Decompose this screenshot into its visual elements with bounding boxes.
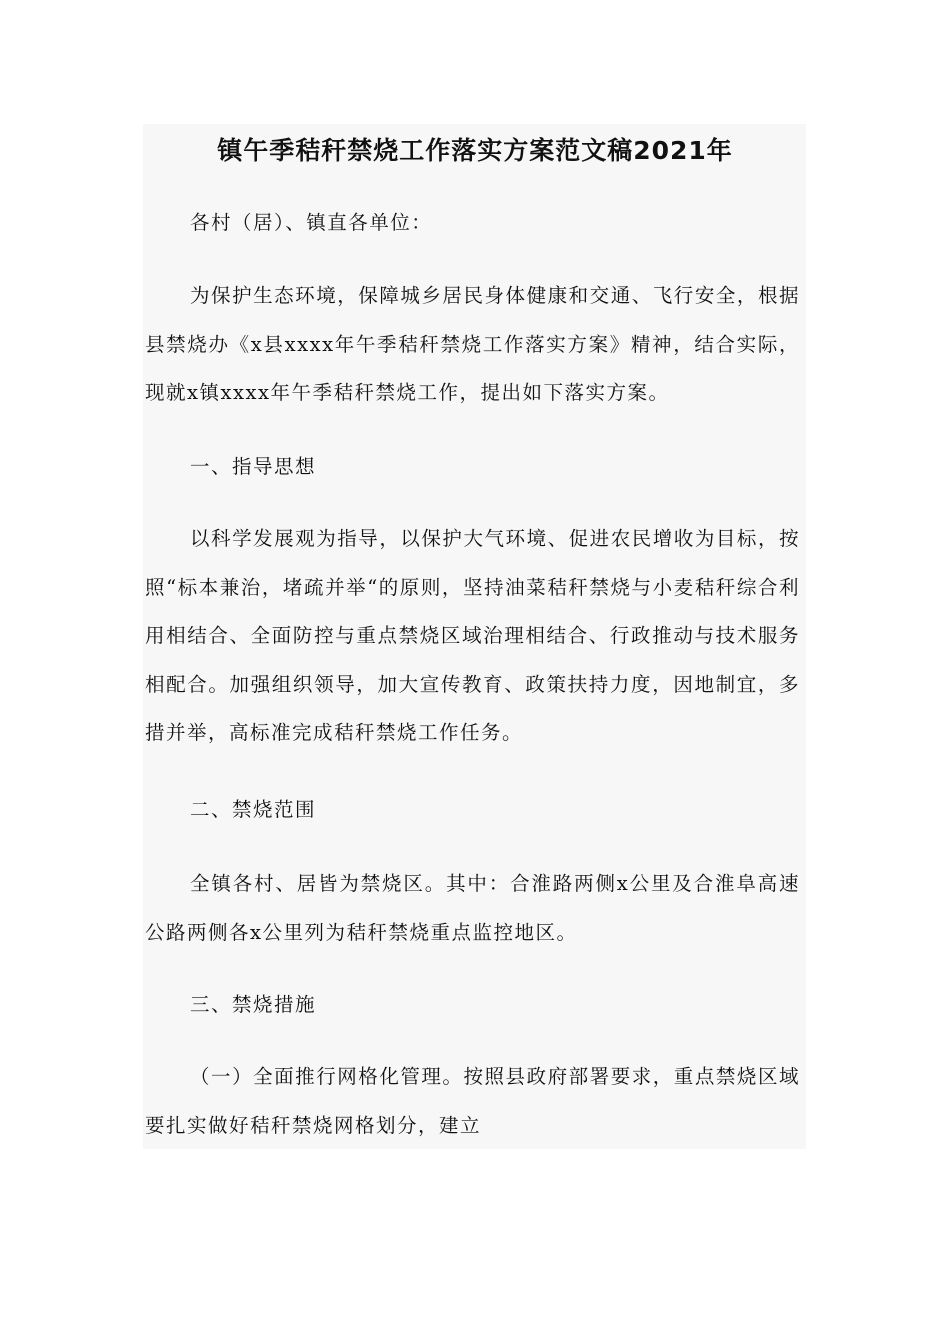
section-body-measures: （一）全面推行网格化管理。按照县政府部署要求，重点禁烧区域要扎实做好秸秆禁烧网格划分，建立	[145, 1065, 800, 1137]
document-title: 镇午季秸秆禁烧工作落实方案范文稿2021年	[217, 136, 733, 165]
salutation: 各村（居）、镇直各单位：	[190, 211, 433, 234]
section-heading-scope: 二、禁烧范围	[190, 798, 317, 821]
section-heading-measures: 三、禁烧措施	[190, 993, 317, 1016]
section-heading-guiding-ideology: 一、指导思想	[190, 455, 317, 478]
section-body-guiding-ideology: 以科学发展观为指导，以保护大气环境、促进农民增收为目标，按照“标本兼治，堵疏并举“的原则，坚持油菜秸秆禁烧与小麦秸秆综合利用相结合、全面防控与重点禁烧区域治理相结合、行政推动与技术服务相配合。加强组织领导，加大宣传教育、政策扶持力度，因地制宜，多措并举，高标准完成秸秆禁烧工作任务。	[145, 527, 800, 744]
section-body-scope: 全镇各村、居皆为禁烧区。其中：合淮路两侧x公里及合淮阜高速公路两侧各x公里列为秸秆禁烧重点监控地区。	[145, 872, 800, 944]
intro-paragraph: 为保护生态环境，保障城乡居民身体健康和交通、飞行安全，根据县禁烧办《x县xxxx年午季秸秆禁烧工作落实方案》精神，结合实际，现就x镇xxxx年午季秸秆禁烧工作，提出如下落实方案。	[145, 284, 800, 404]
